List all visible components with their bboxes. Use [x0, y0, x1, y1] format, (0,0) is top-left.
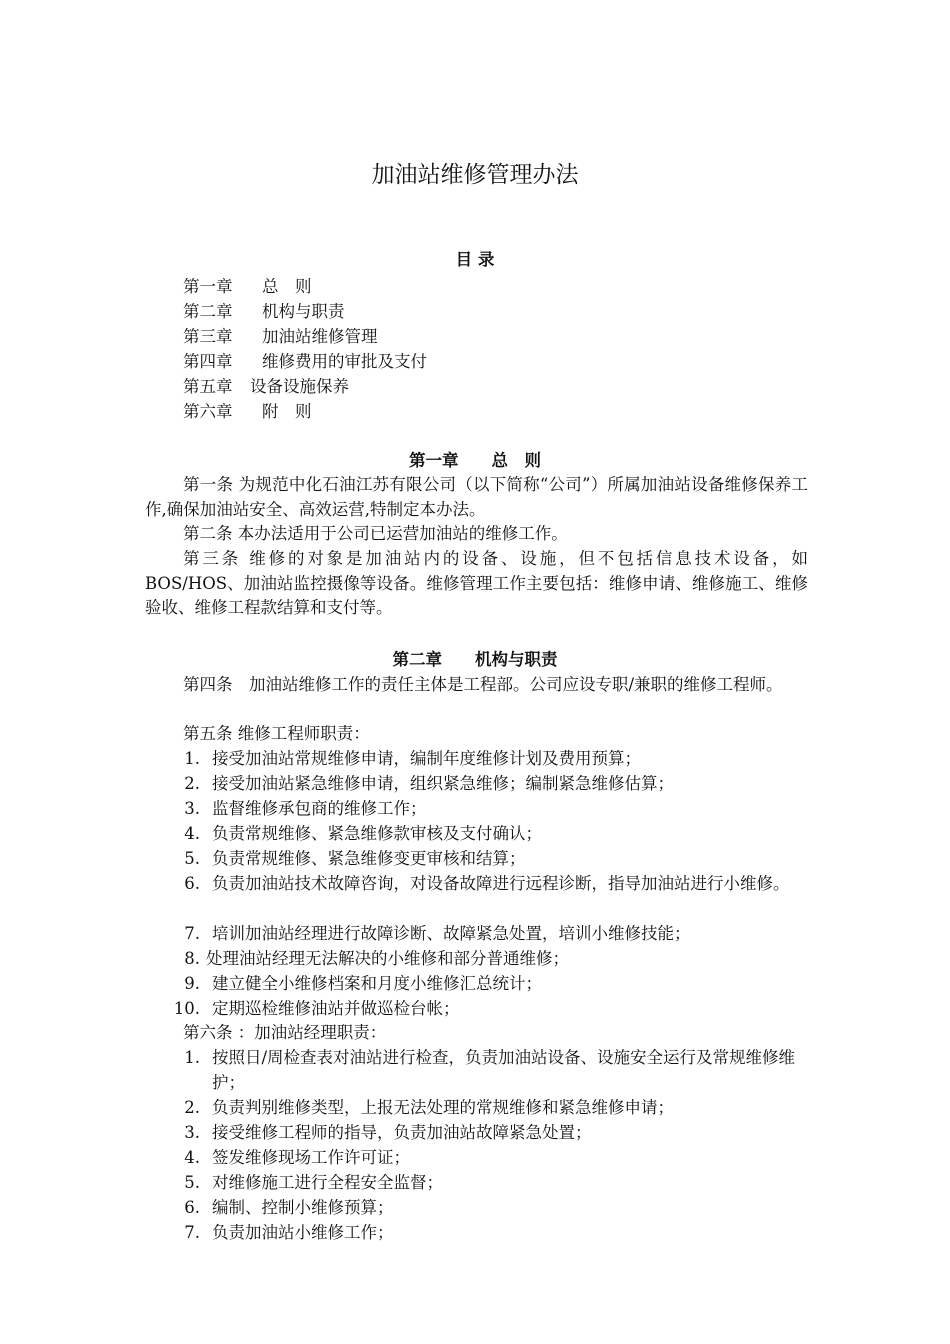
document-title: 加油站维修管理办法 [371, 162, 579, 188]
list-text: 负责判别维修类型，上报无法处理的常规维修和紧急维修申请； [212, 1098, 674, 1117]
list-item [170, 747, 810, 772]
list-item [170, 972, 810, 997]
toc-chapter: 第五章 [183, 377, 233, 396]
list-number: 3. [184, 1123, 200, 1142]
list-text: 培训加油站经理进行故障诊断、故障紧急处置，培训小维修技能； [212, 924, 691, 943]
list-text: 接受加油站常规维修申请，编制年度维修计划及费用预算； [212, 749, 641, 768]
list-item [170, 797, 810, 822]
toc-chapter-name: 附 则 [262, 402, 312, 421]
list-item [170, 1046, 810, 1095]
list-item [170, 1196, 810, 1221]
list-text: 负责常规维修、紧急维修变更审核和结算； [212, 849, 526, 868]
article-1: 第一条 为规范中化石油江苏有限公司（以下简称“公司”）所属加油站设备维修保养工作,确保加油站安全、高效运营,特制定本办法。 [145, 475, 808, 519]
list-item [170, 1096, 810, 1121]
article-4: 第四条 加油站维修工作的责任主体是工程部。公司应设专职/兼职的维修工程师。 [183, 675, 783, 694]
list-text: 接受加油站紧急维修申请，组织紧急维修；编制紧急维修估算； [212, 774, 674, 793]
list-text: 处理油站经理无法解决的小维修和部分普通维修； [206, 949, 569, 968]
list-item [170, 1171, 810, 1196]
list-item [170, 922, 810, 947]
list-number: 6. [184, 1198, 200, 1217]
list-text: 按照日/周检查表对油站进行检查，负责加油站设备、设施安全运行及常规维修维护； [212, 1048, 796, 1092]
list-number: 10. [173, 999, 200, 1018]
toc-chapter: 第一章 [183, 277, 233, 296]
toc-chapter-name: 加油站维修管理 [262, 327, 378, 346]
article-2: 第二条 本办法适用于公司已运营加油站的维修工作。 [183, 524, 568, 543]
toc-chapter: 第三章 [183, 327, 233, 346]
chapter2-heading: 第二章 机构与职责 [392, 650, 558, 669]
list-text: 负责加油站小维修工作； [212, 1223, 394, 1242]
list-text: 接受维修工程师的指导，负责加油站故障紧急处置； [212, 1123, 592, 1142]
list-item [170, 822, 810, 847]
list-text: 签发维修现场工作许可证； [212, 1148, 410, 1167]
article-5: 第五条 维修工程师职责： [183, 724, 370, 743]
list-item [170, 772, 810, 797]
toc-item [183, 399, 312, 424]
toc-chapter-name: 维修费用的审批及支付 [262, 352, 427, 371]
list-number: 9. [184, 974, 200, 993]
list-number: 1. [184, 1048, 200, 1067]
list-number: 2. [184, 1098, 200, 1117]
list-item [170, 872, 810, 897]
list-number: 7. [184, 1223, 200, 1242]
list-text: 负责常规维修、紧急维修款审核及支付确认； [212, 824, 542, 843]
toc-chapter-name: 机构与职责 [262, 302, 345, 321]
list-number: 7. [184, 924, 200, 943]
list-text: 监督维修承包商的维修工作； [212, 799, 427, 818]
list-item [170, 947, 810, 972]
toc-item [183, 274, 312, 299]
article-6: 第六条 ：加油站经理职责： [183, 1023, 387, 1042]
list-text: 定期巡检维修油站并做巡检台帐； [212, 999, 460, 1018]
toc-item [183, 299, 345, 324]
toc-chapter-name: 设备设施保养 [250, 377, 349, 396]
list-number: 8. [184, 949, 200, 968]
list-number: 6. [184, 874, 200, 893]
toc-chapter-name: 总 则 [262, 277, 312, 296]
toc-item [183, 324, 378, 349]
article-3: 第三条 维修的对象是加油站内的设备、设施，但不包括信息技术设备，如BOS/HOS、加油站监控摄像等设备。维修管理工作主要包括：维修申请、维修施工、维修验收、维修工程款结算和支付等。 [145, 549, 808, 617]
list-item [170, 997, 810, 1022]
list-item [170, 1121, 810, 1146]
toc-item [183, 349, 427, 374]
list-number: 3. [184, 799, 200, 818]
toc-heading: 目 录 [455, 250, 495, 269]
list-item [170, 1221, 810, 1246]
list-text: 对维修施工进行全程安全监督； [212, 1173, 443, 1192]
toc-chapter: 第六章 [183, 402, 233, 421]
list-number: 4. [184, 1148, 200, 1167]
toc-item [183, 374, 349, 399]
toc-chapter: 第二章 [183, 302, 233, 321]
toc-chapter: 第四章 [183, 352, 233, 371]
chapter1-heading: 第一章 总 则 [409, 451, 541, 470]
list-number: 4. [184, 824, 200, 843]
list-text: 编制、控制小维修预算； [212, 1198, 394, 1217]
list-number: 2. [184, 774, 200, 793]
list-number: 5. [184, 1173, 200, 1192]
list-item [170, 847, 810, 872]
list-number: 5. [184, 849, 200, 868]
list-number: 1. [184, 749, 200, 768]
list-text: 建立健全小维修档案和月度小维修汇总统计； [212, 974, 542, 993]
list-item [170, 1146, 810, 1171]
list-text: 负责加油站技术故障咨询，对设备故障进行远程诊断，指导加油站进行小维修。 [212, 874, 790, 893]
